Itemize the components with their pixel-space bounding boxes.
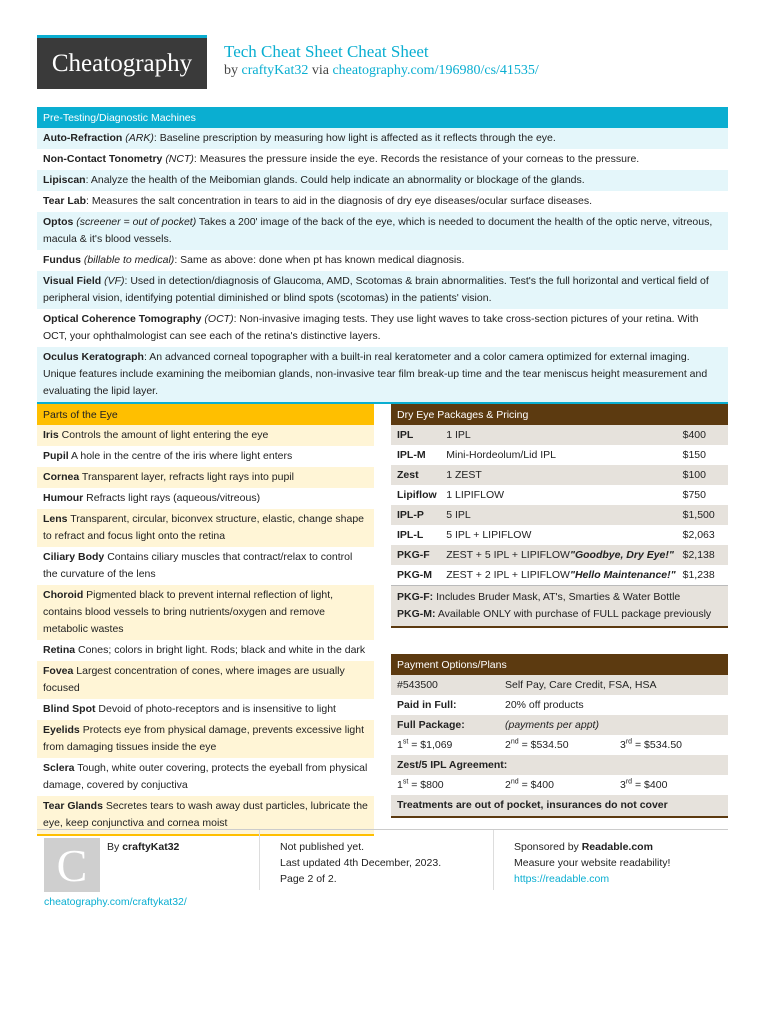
eye-part-item xyxy=(37,446,374,467)
package-row xyxy=(391,425,728,445)
eye-part-name: Cornea xyxy=(43,471,80,483)
package-row xyxy=(391,445,728,465)
machine-qualifier: (NCT) xyxy=(165,153,194,165)
eye-part-name: Blind Spot xyxy=(43,703,96,715)
eye-part-name: Fovea xyxy=(43,665,74,677)
diagnostic-item xyxy=(37,309,728,347)
payment-row-account xyxy=(391,675,728,695)
package-contents xyxy=(446,567,682,583)
eye-part-name: Ciliary Body xyxy=(43,551,105,563)
package-price: $2,063 xyxy=(682,529,715,541)
package-contents xyxy=(446,427,682,443)
payment-row-full xyxy=(391,715,728,735)
eye-part-name: Humour xyxy=(43,492,84,504)
eye-part-description: Cones; colors in bright light. Rods; black and white in the dark xyxy=(75,644,366,656)
package-note xyxy=(397,589,722,606)
machine-description: : Same as above: done when pt has known medical diagnosis. xyxy=(174,254,465,266)
package-contents xyxy=(446,487,682,503)
machine-name: Auto-Refraction xyxy=(43,132,123,144)
package-code: Zest xyxy=(397,469,419,481)
author-profile-link[interactable]: cheatography.com/craftykat32/ xyxy=(44,896,187,908)
machine-name: Visual Field xyxy=(43,275,102,287)
eye-part-item xyxy=(37,661,374,699)
package-row xyxy=(391,545,728,565)
machine-qualifier: (billable to medical) xyxy=(83,254,175,266)
package-row xyxy=(391,505,728,525)
machine-name: Oculus Keratograph xyxy=(43,351,144,363)
account-methods: Self Pay, Care Credit, FSA, HSA xyxy=(505,679,657,691)
full-installment-3: 3rd = $534.50 xyxy=(620,738,683,751)
full-label: Full Package: xyxy=(397,719,465,731)
machine-name: Non-Contact Tonometry xyxy=(43,153,163,165)
package-price: $1,500 xyxy=(682,509,715,521)
full-installment-1: 1st = $1,069 xyxy=(397,738,453,751)
payment-row-paid xyxy=(391,695,728,715)
eye-part-description: Refracts light rays (aqueous/vitreous) xyxy=(83,492,261,504)
zest-installment-3: 3rd = $400 xyxy=(620,778,668,791)
full-value: (payments per appt) xyxy=(505,719,599,731)
diagnostic-item xyxy=(37,212,728,250)
footer-status xyxy=(280,839,441,887)
package-code: PKG-F xyxy=(397,549,430,561)
package-row xyxy=(391,485,728,505)
eye-part-description: Pigmented black to prevent internal reflection of light, contains blood vessels to bring nutrients/oxygen and remove metabolic wastes xyxy=(43,589,334,635)
machine-description: : Measures the pressure inside the eye. Records the resistance of your corneas to the pressure. xyxy=(193,153,640,165)
via-text: via xyxy=(311,63,329,78)
sponsor-tagline: Measure your website readability! xyxy=(514,857,671,869)
footer-divider-2 xyxy=(493,830,494,890)
diagnostic-item xyxy=(37,347,728,402)
sponsor-line: Sponsored by Readable.com xyxy=(514,841,653,853)
package-code: IPL xyxy=(397,429,414,441)
eye-part-name: Eyelids xyxy=(43,724,80,736)
eye-part-item xyxy=(37,585,374,640)
package-price: $150 xyxy=(682,449,706,461)
eye-part-item xyxy=(37,720,374,758)
package-price: $100 xyxy=(682,469,706,481)
payment-footer-note: Treatments are out of pocket, insurances do not cover xyxy=(391,795,728,818)
sponsor-name[interactable]: Readable.com xyxy=(581,841,653,853)
diagnostic-item xyxy=(37,271,728,309)
footer-author xyxy=(107,839,179,855)
machine-name: Optical Coherence Tomography xyxy=(43,313,202,325)
packages-heading: Dry Eye Packages & Pricing xyxy=(391,404,728,425)
footer-by: By xyxy=(107,841,120,853)
eye-part-description: Contains ciliary muscles that contract/relax to control the curvature of the lens xyxy=(43,551,353,580)
account-number: #543500 xyxy=(397,679,438,691)
eye-part-name: Choroid xyxy=(43,589,84,601)
package-code: Lipiflow xyxy=(397,489,437,501)
eye-part-name: Iris xyxy=(43,429,59,441)
package-description: 1 LIPIFLOW xyxy=(446,489,505,501)
eye-part-item xyxy=(37,425,374,446)
machine-qualifier: (VF) xyxy=(104,275,125,287)
machine-name: Optos xyxy=(43,216,74,228)
diagnostic-item xyxy=(37,149,728,170)
footer-divider-1 xyxy=(259,830,260,890)
package-description: ZEST + 5 IPL + LIPIFLOW xyxy=(446,549,570,561)
paid-label: Paid in Full: xyxy=(397,699,457,711)
machine-description: : Measures the salt concentration in tears to aid in the diagnosis of dry eye diseases/ocular surface diseases. xyxy=(85,195,593,207)
machine-name: Fundus xyxy=(43,254,81,266)
package-row xyxy=(391,465,728,485)
eye-part-item xyxy=(37,509,374,547)
sponsor-url-link[interactable]: https://readable.com xyxy=(514,873,610,885)
eye-part-description: Secretes tears to wash away dust particles, lubricate the eye, keep conjunctiva and cornea moist xyxy=(43,800,368,829)
eye-part-description: Tough, white outer covering, protects the eyeball from physical damage, covered by conjuctiva xyxy=(43,762,368,791)
machine-name: Lipiscan xyxy=(43,174,86,186)
paid-value: 20% off products xyxy=(505,699,584,711)
eye-part-description: Transparent layer, refracts light rays into pupil xyxy=(79,471,294,483)
eye-part-name: Pupil xyxy=(43,450,69,462)
package-note-text: Available ONLY with purchase of FULL package previously xyxy=(435,608,712,620)
package-slogan: "Hello Maintenance!" xyxy=(569,569,676,581)
packages-notes xyxy=(391,585,728,628)
eye-part-description: Protects eye from physical damage, prevents excessive light from damaging tissues inside the eye xyxy=(43,724,364,753)
machine-name: Tear Lab xyxy=(43,195,86,207)
eye-parts-heading: Parts of the Eye xyxy=(37,404,374,425)
package-row xyxy=(391,525,728,545)
payment-row-zest-installments xyxy=(391,775,728,795)
byline xyxy=(224,63,539,79)
eye-part-name: Sclera xyxy=(43,762,75,774)
package-description: ZEST + 2 IPL + LIPIFLOW xyxy=(446,569,570,581)
payment-row-zest xyxy=(391,755,728,775)
machine-description: : Baseline prescription by measuring how light is affected as it reflects through the eye. xyxy=(153,132,556,144)
eye-part-description: Controls the amount of light entering the eye xyxy=(58,429,269,441)
cheatography-logo[interactable]: Cheatography xyxy=(37,35,207,89)
footer-author-name[interactable]: craftyKat32 xyxy=(122,841,180,853)
machine-description: : Non-invasive imaging tests. They use light waves to take cross-section pictures of your retina. With OCT, your ophthalmologist can see each of the retina's distinctive layers. xyxy=(43,313,699,342)
page-footer xyxy=(37,829,728,919)
package-contents xyxy=(446,447,682,463)
diagnostic-item xyxy=(37,191,728,212)
eye-part-description: A hole in the centre of the iris where light enters xyxy=(68,450,293,462)
package-price: $2,138 xyxy=(682,549,715,561)
zest-label: Zest/5 IPL Agreement: xyxy=(397,759,508,771)
package-description: Mini-Hordeolum/Lid IPL xyxy=(446,449,556,461)
eye-part-description: Largest concentration of cones, where images are usually focused xyxy=(43,665,345,694)
publish-status: Not published yet. xyxy=(280,841,365,853)
package-contents xyxy=(446,527,682,543)
package-description: 1 ZEST xyxy=(446,469,482,481)
machine-description: Takes a 200' image of the back of the eye, which is needed to document the health of the optic nerve, vitreous, macula & it's blood vessels. xyxy=(43,216,713,245)
package-description: 1 IPL xyxy=(446,429,471,441)
package-note-label: PKG-F: xyxy=(397,591,434,603)
package-code: PKG-M xyxy=(397,569,432,581)
diagnostic-item xyxy=(37,128,728,149)
zest-installment-2: 2nd = $400 xyxy=(505,778,554,791)
author-avatar[interactable]: C xyxy=(44,838,100,892)
page-title: Tech Cheat Sheet Cheat Sheet xyxy=(224,42,429,61)
eye-part-item xyxy=(37,699,374,720)
eye-part-item xyxy=(37,547,374,585)
machine-qualifier: (OCT) xyxy=(204,313,234,325)
zest-installment-1: 1st = $800 xyxy=(397,778,444,791)
payment-row-full-installments xyxy=(391,735,728,755)
package-contents xyxy=(446,547,682,563)
sheet-url-link[interactable]: cheatography.com/196980/cs/41535/ xyxy=(332,63,539,78)
package-note xyxy=(397,606,722,623)
eye-part-item xyxy=(37,488,374,509)
packages-section xyxy=(391,404,728,628)
package-code: IPL-P xyxy=(397,509,424,521)
eye-part-name: Lens xyxy=(43,513,68,525)
package-price: $750 xyxy=(682,489,706,501)
package-contents xyxy=(446,507,682,523)
package-slogan: "Goodbye, Dry Eye!" xyxy=(569,549,674,561)
diagnostic-section xyxy=(37,107,728,404)
by-prefix: by xyxy=(224,63,238,78)
diagnostic-heading: Pre-Testing/Diagnostic Machines xyxy=(37,107,728,128)
diagnostic-item xyxy=(37,250,728,271)
package-contents xyxy=(446,467,682,483)
eye-part-item xyxy=(37,467,374,488)
package-description: 5 IPL xyxy=(446,509,471,521)
package-note-text: Includes Bruder Mask, AT's, Smarties & Water Bottle xyxy=(433,591,681,603)
payment-section xyxy=(391,654,728,818)
package-code: IPL-M xyxy=(397,449,426,461)
full-installment-2: 2nd = $534.50 xyxy=(505,738,569,751)
author-link[interactable]: craftyKat32 xyxy=(241,63,309,78)
eye-part-description: Devoid of photo-receptors and is insensitive to light xyxy=(95,703,336,715)
machine-qualifier: (ARK) xyxy=(125,132,154,144)
eye-parts-section xyxy=(37,404,374,836)
machine-description: : Analyze the health of the Meibomian glands. Could help indicate an abnormality or blockage of the glands. xyxy=(85,174,585,186)
footer-sponsor xyxy=(514,839,670,887)
machine-description: : Used in detection/diagnosis of Glaucoma, AMD, Scotomas & brain abnormalities. Test's the full horizontal and vertical field of peripheral vision, identifying potential diminished or blind spots (scotomas) in the patients' vision. xyxy=(43,275,709,304)
package-note-label: PKG-M: xyxy=(397,608,436,620)
page-number: Page 2 of 2. xyxy=(280,873,337,885)
eye-part-item xyxy=(37,758,374,796)
eye-part-description: Transparent, circular, biconvex structure, elastic, change shape to refract and focus light onto the retina xyxy=(43,513,365,542)
eye-part-name: Tear Glands xyxy=(43,800,103,812)
diagnostic-item xyxy=(37,170,728,191)
machine-qualifier: (screener = out of pocket) xyxy=(76,216,197,228)
package-price: $1,238 xyxy=(682,569,715,581)
eye-part-item xyxy=(37,640,374,661)
package-price: $400 xyxy=(682,429,706,441)
package-code: IPL-L xyxy=(397,529,424,541)
payment-heading: Payment Options/Plans xyxy=(391,654,728,675)
last-updated: Last updated 4th December, 2023. xyxy=(280,857,442,869)
package-description: 5 IPL + LIPIFLOW xyxy=(446,529,532,541)
package-row xyxy=(391,565,728,585)
eye-part-name: Retina xyxy=(43,644,76,656)
machine-description: : An advanced corneal topographer with a built-in real keratometer and a color camera optimized for external imaging. Unique features include examining the meibomian glands, non-invasive tear film break-up time and the tear meniscus height measurement and evaluating the lipid layer. xyxy=(43,351,708,397)
